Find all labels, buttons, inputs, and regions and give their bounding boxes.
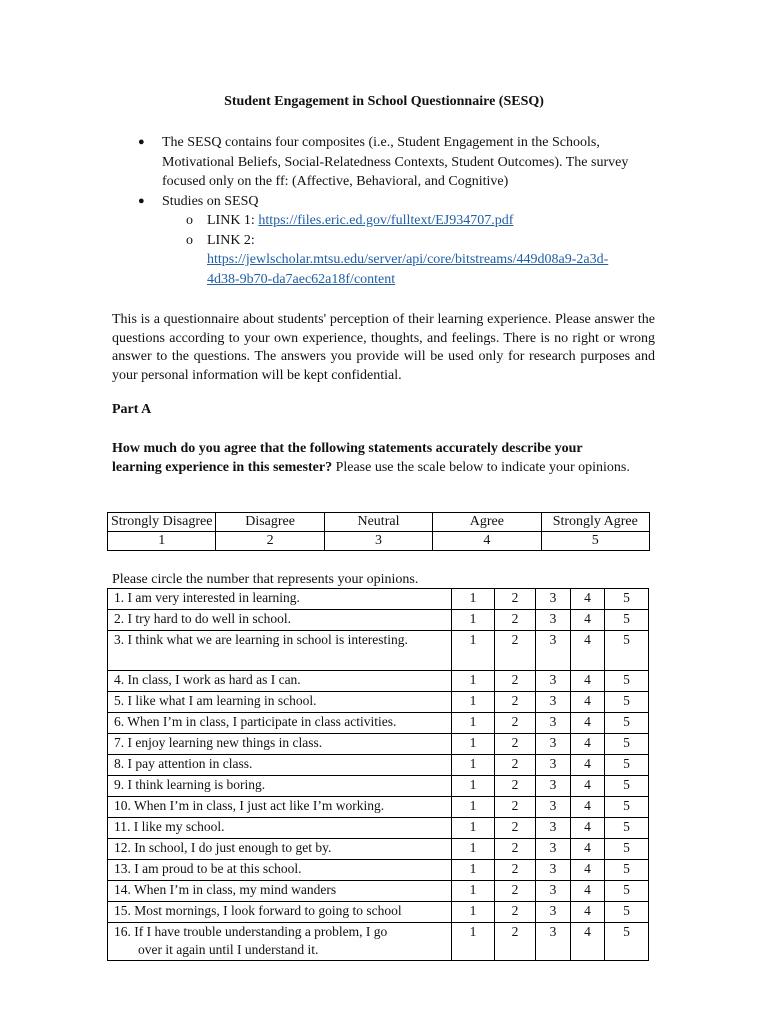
scale-labels-row xyxy=(108,513,650,532)
table-row xyxy=(108,631,649,671)
rating-option-5[interactable]: 5 xyxy=(605,755,649,776)
link-item xyxy=(162,231,642,290)
table-row xyxy=(108,923,649,961)
rating-option-2[interactable]: 2 xyxy=(495,692,536,713)
item-statement: 8. I pay attention in class. xyxy=(108,755,452,776)
table-row xyxy=(108,902,649,923)
item-statement: 3. I think what we are learning in school is interesting. xyxy=(108,631,452,671)
rating-option-2[interactable]: 2 xyxy=(495,631,536,671)
bullet-item xyxy=(138,133,642,192)
rating-option-2[interactable]: 2 xyxy=(495,755,536,776)
sub-bullet-marker: o xyxy=(186,232,193,248)
item-statement: 6. When I’m in class, I participate in class activities. xyxy=(108,713,452,734)
link-label: LINK 2: xyxy=(207,232,255,248)
rating-option-2[interactable]: 2 xyxy=(495,902,536,923)
rating-option-5[interactable]: 5 xyxy=(605,631,649,671)
table-row xyxy=(108,610,649,631)
rating-option-5[interactable]: 5 xyxy=(605,713,649,734)
rating-option-5[interactable]: 5 xyxy=(605,902,649,923)
item-statement: 12. In school, I do just enough to get by. xyxy=(108,839,452,860)
rating-option-3[interactable]: 3 xyxy=(536,713,571,734)
rating-option-1[interactable]: 1 xyxy=(452,734,495,755)
rating-option-5[interactable]: 5 xyxy=(605,610,649,631)
item-statement: 7. I enjoy learning new things in class. xyxy=(108,734,452,755)
link-item xyxy=(162,211,642,231)
rating-option-3[interactable]: 3 xyxy=(536,631,571,671)
item-statement: 13. I am proud to be at this school. xyxy=(108,860,452,881)
table-row xyxy=(108,671,649,692)
rating-option-1[interactable]: 1 xyxy=(452,713,495,734)
rating-option-1[interactable]: 1 xyxy=(452,902,495,923)
item-statement: 10. When I’m in class, I just act like I’m working. xyxy=(108,797,452,818)
rating-option-1[interactable]: 1 xyxy=(452,860,495,881)
item-statement: 4. In class, I work as hard as I can. xyxy=(108,671,452,692)
rating-option-3[interactable]: 3 xyxy=(536,692,571,713)
scale-table xyxy=(107,512,650,551)
link-2-line1[interactable]: https://jewlscholar.mtsu.edu/server/api/core/bitstreams/449d08a9-2a3d- xyxy=(207,252,609,267)
rating-option-1[interactable]: 1 xyxy=(452,692,495,713)
scale-label: Agree xyxy=(433,513,541,532)
rating-option-1[interactable]: 1 xyxy=(452,776,495,797)
table-row xyxy=(108,589,649,610)
items-table xyxy=(107,588,649,961)
rating-option-4[interactable]: 4 xyxy=(571,797,605,818)
question-bold: How much do you agree that the following statements accurately describe your learning experience in this semester? xyxy=(112,441,583,475)
bullet-icon: ● xyxy=(138,194,145,207)
bullet-text: The SESQ contains four composites (i.e., Student Engagement in the Schools, Motivational Beliefs, Social-Relatedness Contexts, Student Outcomes). The survey focused only on the ff: (Affective, Behavioral, and Cognitive) xyxy=(162,135,629,189)
rating-option-5[interactable]: 5 xyxy=(605,776,649,797)
table-row xyxy=(108,881,649,902)
rating-option-3[interactable]: 3 xyxy=(536,797,571,818)
rating-option-5[interactable]: 5 xyxy=(605,839,649,860)
rating-option-4[interactable]: 4 xyxy=(571,692,605,713)
rating-option-2[interactable]: 2 xyxy=(495,713,536,734)
rating-option-2[interactable]: 2 xyxy=(495,881,536,902)
rating-option-3[interactable]: 3 xyxy=(536,776,571,797)
rating-option-3[interactable]: 3 xyxy=(536,671,571,692)
rating-option-1[interactable]: 1 xyxy=(452,610,495,631)
rating-option-1[interactable]: 1 xyxy=(452,818,495,839)
rating-option-4[interactable]: 4 xyxy=(571,839,605,860)
rating-option-4[interactable]: 4 xyxy=(571,881,605,902)
table-row xyxy=(108,860,649,881)
instruction-text: Please circle the number that represents your opinions. xyxy=(112,572,419,587)
item-statement: 11. I like my school. xyxy=(108,818,452,839)
rating-option-3[interactable]: 3 xyxy=(536,818,571,839)
scale-value: 1 xyxy=(108,532,216,551)
rating-option-3[interactable]: 3 xyxy=(536,734,571,755)
rating-option-5[interactable]: 5 xyxy=(605,671,649,692)
rating-option-4[interactable]: 4 xyxy=(571,755,605,776)
rating-option-1[interactable]: 1 xyxy=(452,631,495,671)
link-2-line2[interactable]: 4d38-9b70-da7aec62a18f/content xyxy=(207,271,396,287)
scale-values-row xyxy=(108,532,650,551)
rating-option-3[interactable]: 3 xyxy=(536,589,571,610)
table-row xyxy=(108,713,649,734)
link-list xyxy=(162,211,642,289)
scale-value: 2 xyxy=(216,532,324,551)
item-statement-line: over it again until I understand it. xyxy=(138,942,319,957)
rating-option-4[interactable]: 4 xyxy=(571,734,605,755)
rating-option-5[interactable]: 5 xyxy=(605,881,649,902)
rating-option-5[interactable]: 5 xyxy=(605,860,649,881)
table-row xyxy=(108,776,649,797)
rating-option-4[interactable]: 4 xyxy=(571,610,605,631)
rating-option-3[interactable]: 3 xyxy=(536,839,571,860)
rating-option-2[interactable]: 2 xyxy=(495,818,536,839)
rating-option-1[interactable]: 1 xyxy=(452,839,495,860)
rating-option-1[interactable]: 1 xyxy=(452,797,495,818)
item-statement: 14. When I’m in class, my mind wanders xyxy=(108,881,452,902)
scale-label: Strongly Disagree xyxy=(108,513,216,532)
table-row xyxy=(108,797,649,818)
document-title: Student Engagement in School Questionnaire (SESQ) xyxy=(224,94,544,109)
rating-option-4[interactable]: 4 xyxy=(571,589,605,610)
link-2[interactable] xyxy=(207,252,608,287)
scale-label: Neutral xyxy=(324,513,432,532)
scale-label: Disagree xyxy=(216,513,324,532)
rating-option-2[interactable]: 2 xyxy=(495,610,536,631)
rating-option-2[interactable]: 2 xyxy=(495,860,536,881)
intro-paragraph: This is a questionnaire about students' perception of their learning experience. Please answer the questions according to your own experience, thoughts, and feelings. There is no right or wrong answer to the questions. The answers you provide will be used only for research purposes and your personal information will be kept confidential. xyxy=(112,312,655,383)
rating-option-2[interactable]: 2 xyxy=(495,797,536,818)
bullet-icon: ● xyxy=(138,136,145,148)
rating-option-2[interactable]: 2 xyxy=(495,734,536,755)
rating-option-3[interactable]: 3 xyxy=(536,755,571,776)
rating-option-2[interactable]: 2 xyxy=(495,776,536,797)
sub-bullet-marker: o xyxy=(186,213,193,228)
rating-option-4[interactable]: 4 xyxy=(571,818,605,839)
rating-option-5[interactable]: 5 xyxy=(605,692,649,713)
rating-option-3[interactable]: 3 xyxy=(536,923,571,961)
item-statement xyxy=(108,923,452,961)
item-statement: 2. I try hard to do well in school. xyxy=(108,610,452,631)
info-bullet-list xyxy=(138,133,642,289)
rating-option-5[interactable]: 5 xyxy=(605,797,649,818)
rating-option-4[interactable]: 4 xyxy=(571,923,605,961)
rating-option-4[interactable]: 4 xyxy=(571,631,605,671)
rating-option-2[interactable]: 2 xyxy=(495,589,536,610)
table-row xyxy=(108,755,649,776)
rating-option-2[interactable]: 2 xyxy=(495,839,536,860)
rating-option-5[interactable]: 5 xyxy=(605,734,649,755)
rating-option-3[interactable]: 3 xyxy=(536,881,571,902)
rating-option-4[interactable]: 4 xyxy=(571,671,605,692)
rating-option-2[interactable]: 2 xyxy=(495,671,536,692)
table-row xyxy=(108,818,649,839)
link-label: LINK 1: xyxy=(207,213,259,228)
rating-option-1[interactable]: 1 xyxy=(452,671,495,692)
scale-value: 4 xyxy=(433,532,541,551)
bullet-text: Studies on SESQ xyxy=(162,193,259,209)
table-row xyxy=(108,692,649,713)
question-text xyxy=(112,439,632,477)
rating-option-5[interactable]: 5 xyxy=(605,818,649,839)
rating-option-2[interactable]: 2 xyxy=(495,923,536,961)
rating-option-1[interactable]: 1 xyxy=(452,881,495,902)
part-heading: Part A xyxy=(112,402,152,417)
rating-option-1[interactable]: 1 xyxy=(452,589,495,610)
rating-option-5[interactable]: 5 xyxy=(605,589,649,610)
link-1[interactable]: https://files.eric.ed.gov/fulltext/EJ934707.pdf xyxy=(258,213,514,228)
rating-option-4[interactable]: 4 xyxy=(571,860,605,881)
item-statement: 9. I think learning is boring. xyxy=(108,776,452,797)
scale-value: 3 xyxy=(324,532,432,551)
scale-label: Strongly Agree xyxy=(541,513,649,532)
item-statement: 1. I am very interested in learning. xyxy=(108,589,452,610)
rating-option-4[interactable]: 4 xyxy=(571,776,605,797)
bullet-item xyxy=(138,192,642,290)
table-row xyxy=(108,839,649,860)
rating-option-1[interactable]: 1 xyxy=(452,923,495,961)
item-statement-line: 16. If I have trouble understanding a problem, I go xyxy=(114,924,388,939)
rating-option-3[interactable]: 3 xyxy=(536,860,571,881)
rating-option-3[interactable]: 3 xyxy=(536,610,571,631)
rating-option-3[interactable]: 3 xyxy=(536,902,571,923)
rating-option-1[interactable]: 1 xyxy=(452,755,495,776)
question-rest: Please use the scale below to indicate your opinions. xyxy=(332,460,630,475)
scale-value: 5 xyxy=(541,532,649,551)
rating-option-4[interactable]: 4 xyxy=(571,902,605,923)
table-row xyxy=(108,734,649,755)
item-statement: 5. I like what I am learning in school. xyxy=(108,692,452,713)
rating-option-5[interactable]: 5 xyxy=(605,923,649,961)
rating-option-4[interactable]: 4 xyxy=(571,713,605,734)
item-statement: 15. Most mornings, I look forward to going to school xyxy=(108,902,452,923)
